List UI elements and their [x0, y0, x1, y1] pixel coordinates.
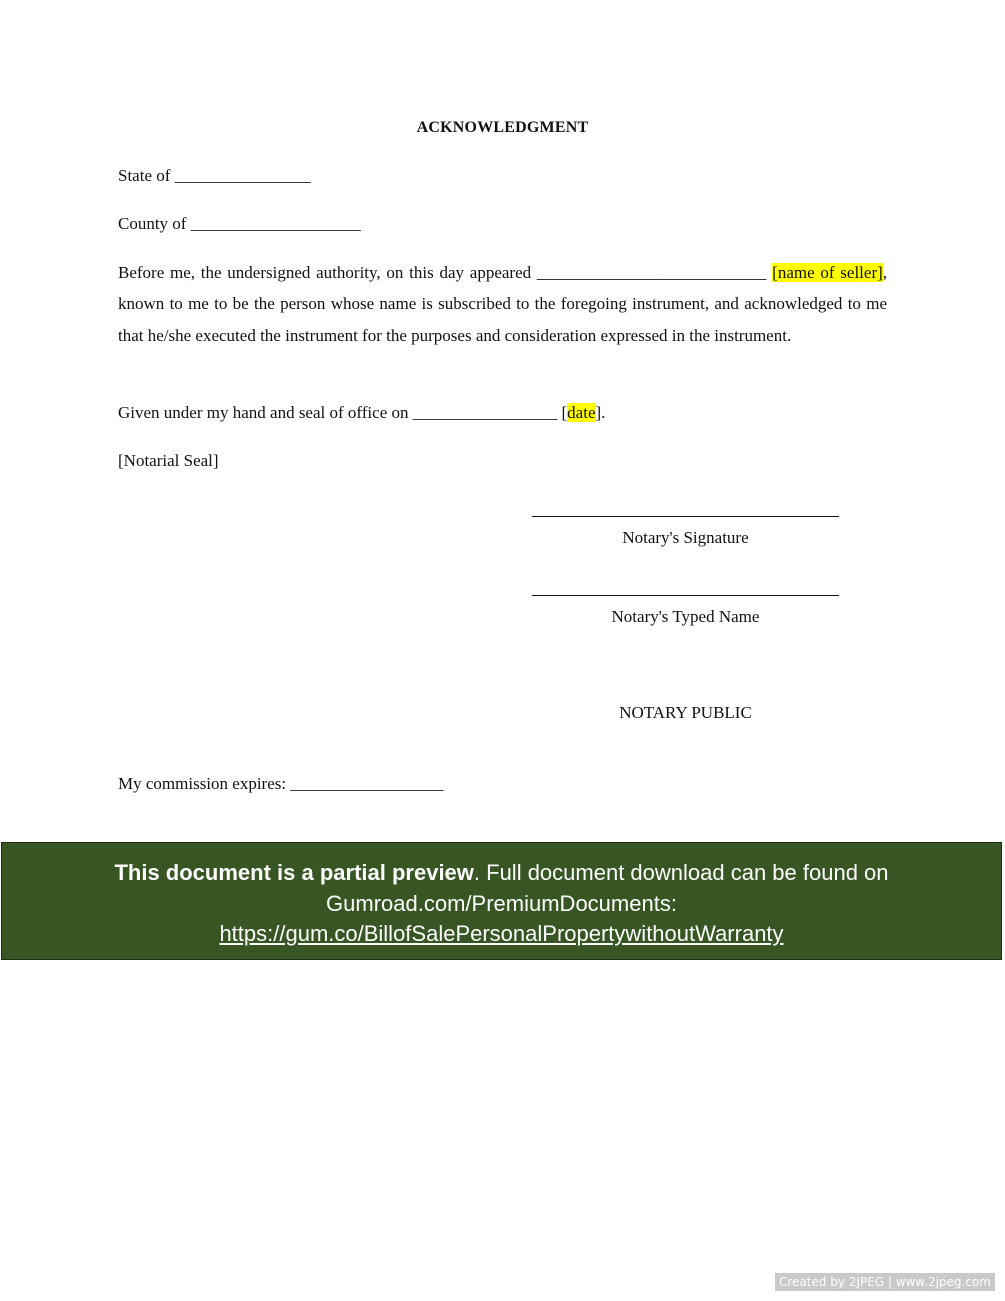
given-text: Given under my hand and seal of office on	[118, 403, 409, 422]
notary-typed-name-label: Notary's Typed Name	[611, 607, 760, 626]
paragraph-rest: , known to me to be the person whose name is subscribed to the foregoing instrument, and acknowledged to me that he/she executed the instrument for the purposes and consideration expressed in the instrument.	[118, 263, 888, 345]
state-line	[118, 166, 311, 186]
banner-line-1	[2, 858, 1001, 889]
typed-name-rule	[532, 595, 839, 596]
date-placeholder: date	[567, 403, 596, 422]
banner-site: Gumroad.com/PremiumDocuments:	[326, 890, 677, 916]
county-blank: ____________________	[190, 214, 361, 233]
county-label: County of	[118, 214, 187, 233]
seller-name-placeholder: [name of seller]	[772, 263, 883, 282]
commission-blank: __________________	[290, 774, 444, 793]
notary-signature-label: Notary's Signature	[622, 528, 749, 547]
given-line	[118, 403, 605, 423]
notarial-seal: [Notarial Seal]	[118, 451, 219, 470]
watermark-badge: Created by 2JPEG | www.2jpeg.com	[775, 1273, 995, 1291]
notary-typed-name-block	[532, 595, 839, 627]
county-line	[118, 214, 361, 234]
banner-text: . Full document download can be found on	[473, 860, 889, 885]
notary-signature-block	[532, 516, 839, 548]
commission-line	[118, 774, 443, 794]
date-close: ].	[595, 403, 606, 422]
state-label: State of	[118, 166, 171, 185]
paragraph-intro: Before me, the undersigned authority, on this day appeared	[118, 263, 532, 282]
appeared-blank: ___________________________	[536, 263, 767, 282]
acknowledgment-paragraph	[118, 257, 887, 351]
preview-banner	[1, 842, 1002, 960]
given-blank: _________________	[412, 403, 558, 422]
date-open-bracket: [	[561, 403, 568, 422]
banner-bold-text: This document is a partial preview	[114, 860, 474, 885]
notary-public-label: NOTARY PUBLIC	[619, 703, 752, 722]
banner-download-link[interactable]: https://gum.co/BillofSalePersonalPropertywithoutWarranty	[219, 921, 784, 946]
state-blank: ________________	[174, 166, 311, 185]
commission-label: My commission expires:	[118, 774, 287, 793]
document-title: ACKNOWLEDGMENT	[416, 119, 589, 136]
signature-rule	[532, 516, 839, 517]
